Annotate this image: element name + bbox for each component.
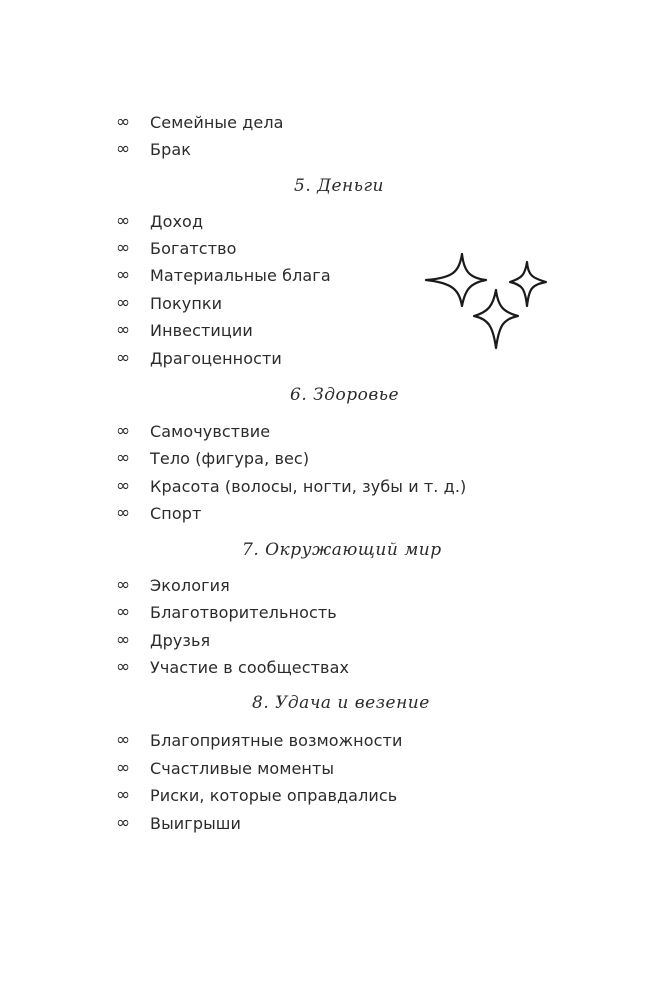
list-item-text: Инвестиции [150,320,253,340]
list-item-text: Участие в сообществах [150,657,350,677]
list-item-text: Доход [150,211,204,231]
list-item [116,110,284,134]
infinity-bullet-icon: ∞ [116,139,131,159]
sparkle-star-medium [474,290,518,348]
sparkle-star-large [426,254,486,306]
list-item [116,236,237,260]
list-item [116,501,201,525]
infinity-bullet-icon: ∞ [116,265,131,285]
list-item [116,263,331,287]
list-item-text: Брак [150,139,192,159]
list-item [116,474,466,498]
infinity-bullet-icon: ∞ [116,293,131,313]
list-item [116,419,270,443]
infinity-bullet-icon: ∞ [116,785,131,805]
infinity-bullet-icon: ∞ [116,448,131,468]
list-item-text: Богатство [150,238,237,258]
list-item-text: Благоприятные возможности [150,730,403,750]
list-item [116,728,402,752]
infinity-bullet-icon: ∞ [116,421,131,441]
infinity-bullet-icon: ∞ [116,476,131,496]
list-item [116,811,241,835]
infinity-bullet-icon: ∞ [116,730,131,750]
sparkles-icon [418,250,558,360]
list-item [116,573,230,597]
list-item [116,783,397,807]
list-item [116,318,253,342]
list-item-text: Счастливые моменты [150,758,335,778]
infinity-bullet-icon: ∞ [116,503,131,523]
list-item-text: Выигрыши [150,813,242,833]
infinity-bullet-icon: ∞ [116,813,131,833]
infinity-bullet-icon: ∞ [116,758,131,778]
infinity-bullet-icon: ∞ [116,575,131,595]
list-item-text: Друзья [150,630,211,650]
list-item-text: Самочувствие [150,421,271,441]
infinity-bullet-icon: ∞ [116,112,131,132]
list-item [116,137,191,161]
infinity-bullet-icon: ∞ [116,238,131,258]
list-item-text: Покупки [150,293,223,313]
sparkle-star-small [510,262,546,306]
infinity-bullet-icon: ∞ [116,630,131,650]
infinity-bullet-icon: ∞ [116,602,131,622]
infinity-bullet-icon: ∞ [116,211,131,231]
list-item-text: Экология [150,575,230,595]
section-heading-money: 5. Деньги [294,176,384,196]
list-item-text: Тело (фигура, вес) [150,448,310,468]
list-item [116,291,222,315]
section-heading-health: 6. Здоровье [290,385,400,405]
list-item [116,209,203,233]
section-heading-world: 7. Окружающий мир [242,540,442,560]
list-item-text: Драгоценности [150,348,282,368]
infinity-bullet-icon: ∞ [116,348,131,368]
list-item-text: Семейные дела [150,112,284,132]
list-item [116,600,337,624]
list-item [116,655,349,679]
list-item-text: Материальные блага [150,265,331,285]
list-item-text: Красота (волосы, ногти, зубы и т. д.) [150,476,467,496]
list-item-text: Благотворительность [150,602,337,622]
infinity-bullet-icon: ∞ [116,320,131,340]
list-item [116,756,334,780]
infinity-bullet-icon: ∞ [116,657,131,677]
list-item [116,628,210,652]
list-item [116,346,282,370]
section-heading-luck: 8. Удача и везение [252,693,430,713]
list-item-text: Спорт [150,503,202,523]
list-item-text: Риски, которые оправдались [150,785,398,805]
list-item [116,446,309,470]
